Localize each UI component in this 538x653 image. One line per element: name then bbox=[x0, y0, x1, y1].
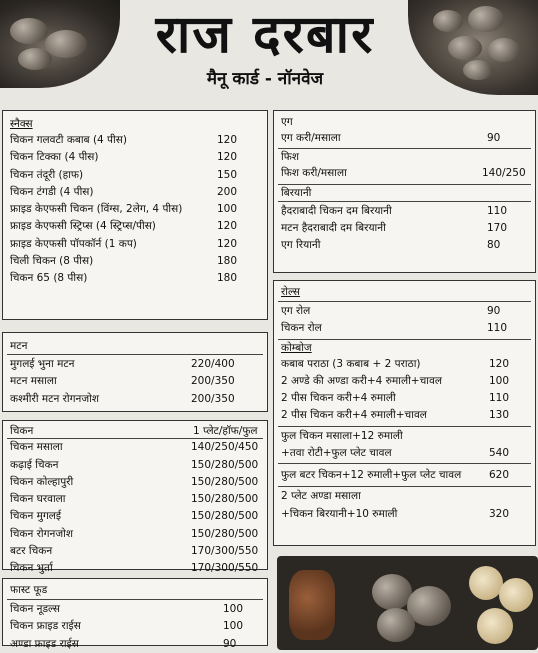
menu-item-row bbox=[3, 218, 267, 235]
chicken-section bbox=[2, 420, 268, 575]
menu-item-row bbox=[3, 526, 267, 543]
menu-item-row bbox=[3, 491, 267, 508]
menu-item-name: मटन हैदराबादी दम बिरयानी bbox=[281, 221, 386, 234]
combo-row: फुल बटर चिकन+12 रुमाली+फुल प्लेट चावल 620 bbox=[281, 469, 510, 482]
menu-item-row bbox=[3, 618, 267, 635]
menu-item-price: 100 bbox=[489, 374, 510, 387]
menu-item-row bbox=[274, 407, 535, 424]
menu-item-price: 170/300/550 bbox=[191, 545, 259, 558]
combo-row: +तवा रोटी+फुल प्लेट चावल 540 bbox=[281, 447, 510, 460]
menu-item-name: फ्राइड केएफसी चिकन (विंग्स, 2लेग, 4 पीस) bbox=[10, 203, 183, 216]
menu-item-price: 150/280/500 bbox=[191, 475, 259, 488]
fastfood-section bbox=[2, 578, 268, 650]
food-photo-bottom-right bbox=[277, 556, 538, 650]
menu-item-price: 170 bbox=[487, 221, 508, 234]
menu-item-name: एग रोल bbox=[281, 305, 311, 317]
section-title-biryani: बिरयानी bbox=[281, 186, 312, 199]
menu-item-row bbox=[274, 356, 535, 373]
menu-item-price: 140/250 bbox=[482, 167, 526, 180]
section-title-snacks: स्नैक्स bbox=[10, 118, 33, 130]
menu-item-name: चिकन भुर्ता bbox=[10, 562, 53, 575]
menu-item-row bbox=[3, 132, 267, 149]
menu-item-price: 90 bbox=[223, 637, 237, 650]
menu-item-name: 2 पीस चिकन करी+4 रुमाली bbox=[281, 392, 396, 405]
menu-item-name: एग करी/मसाला bbox=[281, 132, 341, 144]
menu-item-name: चिकन रोल bbox=[281, 322, 322, 335]
combo-row: +चिकन बिरयानी+10 रुमाली 320 bbox=[281, 507, 510, 520]
menu-item-name: चिकन नूडल्स bbox=[10, 603, 61, 615]
snacks-section bbox=[2, 110, 268, 320]
menu-item-name: चिकन मसाला bbox=[10, 441, 63, 454]
menu-item-name: कबाब पराठा (3 कबाब + 2 पराठा) bbox=[281, 357, 421, 370]
menu-item-price: 120 bbox=[217, 237, 238, 250]
menu-item-name: फ्राइड केएफसी स्ट्रिप्स (4 स्ट्रिप्स/पीस) bbox=[10, 220, 156, 233]
menu-item-row bbox=[3, 270, 267, 287]
menu-item-row bbox=[3, 457, 267, 474]
menu-item-price: 120 bbox=[217, 151, 238, 164]
menu-item-price: 200/350 bbox=[191, 392, 235, 405]
menu-item-price: 120 bbox=[217, 134, 238, 146]
menu-item-price: 170/300/550 bbox=[191, 562, 259, 575]
menu-item-price: 180 bbox=[217, 255, 238, 268]
menu-item-price: 140/250/450 bbox=[191, 441, 259, 454]
section-title-fastfood: फास्ट फूड bbox=[10, 584, 48, 596]
menu-item-name: चिकन टंगडी (4 पीस) bbox=[10, 185, 94, 198]
menu-item-row bbox=[274, 220, 535, 237]
menu-item-name: फ्राइड केएफसी पॉपकॉर्न (1 कप) bbox=[10, 237, 137, 250]
menu-item-price: 150 bbox=[217, 168, 238, 181]
combo-row: फुल चिकन मसाला+12 रुमाली bbox=[281, 429, 403, 442]
menu-item-name: हैदराबादी चिकन दम बिरयानी bbox=[281, 204, 392, 217]
menu-item-row bbox=[3, 391, 267, 408]
menu-item-price: 80 bbox=[487, 239, 501, 252]
menu-item-price: 150/280/500 bbox=[191, 493, 259, 506]
menu-item-row bbox=[274, 390, 535, 407]
menu-item-price: 220/400 bbox=[191, 358, 235, 370]
menu-item-price: 110 bbox=[487, 322, 508, 335]
menu-item-name: बटर चिकन bbox=[10, 545, 53, 558]
menu-item-price: 120 bbox=[489, 357, 510, 370]
menu-item-name: चिकन मुगलई bbox=[10, 510, 62, 523]
menu-item-price: 110 bbox=[489, 392, 510, 405]
mutton-section bbox=[2, 332, 268, 412]
menu-item-row bbox=[3, 184, 267, 201]
section-title-rolls: रोल्स bbox=[281, 286, 300, 298]
menu-item-name: मुगलई भुना मटन bbox=[10, 358, 75, 370]
menu-item-name: चिकन कोल्हापुरी bbox=[10, 475, 74, 488]
menu-item-name: चिकन घरवाला bbox=[10, 493, 66, 506]
menu-item-price: 130 bbox=[489, 409, 510, 422]
menu-item-price: 200 bbox=[217, 185, 238, 198]
section-title-fish: फिश bbox=[281, 151, 299, 164]
menu-item-price: 100 bbox=[223, 620, 244, 633]
section-title-mutton: मटन bbox=[10, 340, 28, 352]
menu-item-price: 180 bbox=[217, 272, 238, 285]
menu-item-row bbox=[3, 560, 267, 577]
right-top-section bbox=[273, 110, 536, 273]
menu-item-name: फिश करी/मसाला bbox=[281, 167, 347, 180]
restaurant-title: राज दरबार bbox=[155, 4, 375, 65]
section-title-egg: एग bbox=[281, 116, 293, 128]
menu-item-price: 200/350 bbox=[191, 375, 235, 388]
food-photo-top-left bbox=[0, 0, 120, 88]
menu-item-price: 90 bbox=[487, 132, 501, 144]
menu-item-row bbox=[274, 303, 535, 320]
menu-item-name: चिकन टिक्का (4 पीस) bbox=[10, 151, 99, 164]
menu-item-name: मटन मसाला bbox=[10, 375, 57, 388]
menu-item-row bbox=[274, 130, 535, 147]
menu-item-row bbox=[3, 439, 267, 456]
menu-item-name: चिकन तंदूरी (हाफ) bbox=[10, 168, 84, 181]
menu-item-row bbox=[3, 601, 267, 618]
menu-item-name: कढ़ाई चिकन bbox=[10, 458, 59, 471]
menu-item-price: 100 bbox=[217, 203, 238, 216]
menu-item-row bbox=[3, 149, 267, 166]
menu-item-name: 2 अण्डे की अण्डा करी+4 रुमाली+चावल bbox=[281, 374, 442, 387]
menu-item-price: 90 bbox=[487, 305, 501, 317]
menu-item-price: 150/280/500 bbox=[191, 527, 259, 540]
menu-item-name: कश्मीरी मटन रोगनजोश bbox=[10, 392, 100, 405]
menu-item-name: चिकन गलवटी कबाब (4 पीस) bbox=[10, 134, 127, 146]
menu-item-row bbox=[3, 373, 267, 390]
menu-item-row bbox=[274, 203, 535, 220]
menu-item-name: चिकन फ्राइड राईस bbox=[10, 620, 81, 633]
menu-item-row bbox=[3, 508, 267, 525]
food-photo-top-right bbox=[408, 0, 538, 95]
menu-item-row bbox=[274, 165, 535, 182]
menu-item-row bbox=[3, 253, 267, 270]
menu-item-price: 110 bbox=[487, 204, 508, 217]
menu-item-row bbox=[3, 543, 267, 560]
menu-item-row bbox=[3, 236, 267, 253]
menu-item-name: चिकन 65 (8 पीस) bbox=[10, 272, 88, 285]
menu-item-price: 150/280/500 bbox=[191, 458, 259, 471]
menu-item-row bbox=[274, 237, 535, 254]
menu-item-row bbox=[274, 373, 535, 390]
combo-row: 2 प्लेट अण्डा मसाला bbox=[281, 490, 361, 503]
menu-item-name: चिकन रोगनजोश bbox=[10, 527, 74, 540]
rolls-combos-section bbox=[273, 280, 536, 546]
menu-item-row bbox=[3, 201, 267, 218]
menu-item-row bbox=[3, 636, 267, 653]
chicken-header-row: चिकन 1 प्लेट/हॉफ/फुल bbox=[10, 425, 258, 437]
menu-item-name: 2 पीस चिकन करी+4 रुमाली+चावल bbox=[281, 409, 427, 422]
menu-item-row bbox=[3, 474, 267, 491]
menu-item-row bbox=[3, 167, 267, 184]
menu-item-price: 150/280/500 bbox=[191, 510, 259, 523]
menu-item-name: अण्डा फ्राइड राईस bbox=[10, 637, 79, 650]
menu-item-row bbox=[274, 320, 535, 337]
menu-item-price: 120 bbox=[217, 220, 238, 233]
menu-item-name: एग रियानी bbox=[281, 239, 321, 252]
menu-subtitle: मैनू कार्ड - नॉनवेज bbox=[206, 69, 324, 89]
menu-item-name: चिली चिकन (8 पीस) bbox=[10, 255, 94, 268]
section-title-combos: कोम्बोज bbox=[281, 341, 312, 354]
menu-item-price: 100 bbox=[223, 603, 244, 615]
menu-item-row bbox=[3, 356, 267, 373]
